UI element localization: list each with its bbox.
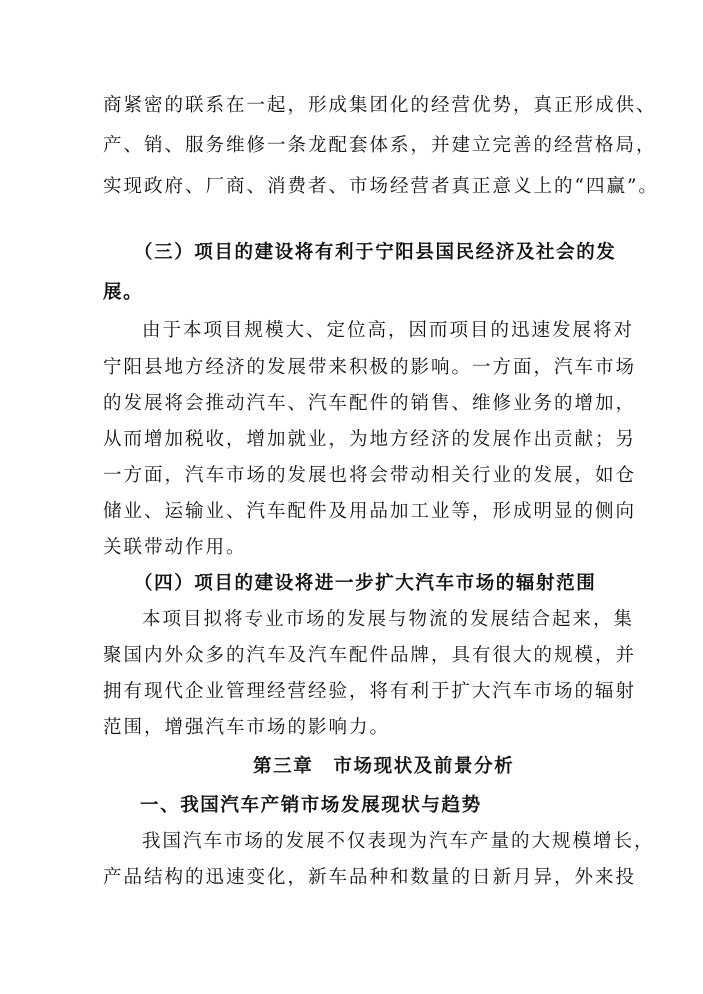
paragraph-line: 商紧密的联系在一起，形成集团化的经营优势，真正形成供、 [103, 95, 657, 116]
section-heading: （四）项目的建设将进一步扩大汽车市场的辐射范围 [134, 573, 597, 594]
paragraph-line: 我国汽车市场的发展不仅表现为汽车产量的大规模增长， [142, 831, 655, 852]
paragraph-line: 实现政府、厂商、消费者、市场经营者真正意义上的“四赢”。 [103, 176, 659, 197]
paragraph-line: 由于本项目规模大、定位高，因而项目的迅速发展将对 [142, 320, 635, 341]
paragraph-line: 产品结构的迅速变化，新车品种和数量的日新月异，外来投 [103, 867, 637, 888]
paragraph-line: 一方面，汽车市场的发展也将会带动相关行业的发展，如仓 [103, 465, 637, 486]
paragraph-line: 范围，增强汽车市场的影响力。 [103, 717, 391, 738]
chapter-title: 第三章 市场现状及前景分析 [253, 756, 515, 777]
paragraph-line: 拥有现代企业管理经营经验，将有利于扩大汽车市场的辐射 [103, 681, 637, 702]
section-heading: （三）项目的建设将有利于宁阳县国民经济及社会的发 [134, 242, 617, 263]
paragraph-line: 从而增加税收，增加就业，为地方经济的发展作出贡献；另 [103, 429, 637, 450]
paragraph-line: 关联带动作用。 [103, 537, 247, 558]
section-heading: 一、我国汽车产销市场发展现状与趋势 [140, 795, 482, 816]
paragraph-line: 聚国内外众多的汽车及汽车配件品牌，具有很大的规模，并 [103, 645, 637, 666]
paragraph-line: 储业、运输业、汽车配件及用品加工业等，形成明显的侧向 [103, 501, 637, 522]
paragraph-line: 产、销、服务维修一条龙配套体系，并建立完善的经营格局， [103, 135, 657, 156]
paragraph-line: 的发展将会推动汽车、汽车配件的销售、维修业务的增加， [103, 393, 637, 414]
paragraph-line: 宁阳县地方经济的发展带来积极的影响。一方面，汽车市场 [103, 357, 637, 378]
section-heading-continued: 展。 [103, 282, 144, 303]
paragraph-line: 本项目拟将专业市场的发展与物流的发展结合起来，集 [142, 609, 635, 630]
